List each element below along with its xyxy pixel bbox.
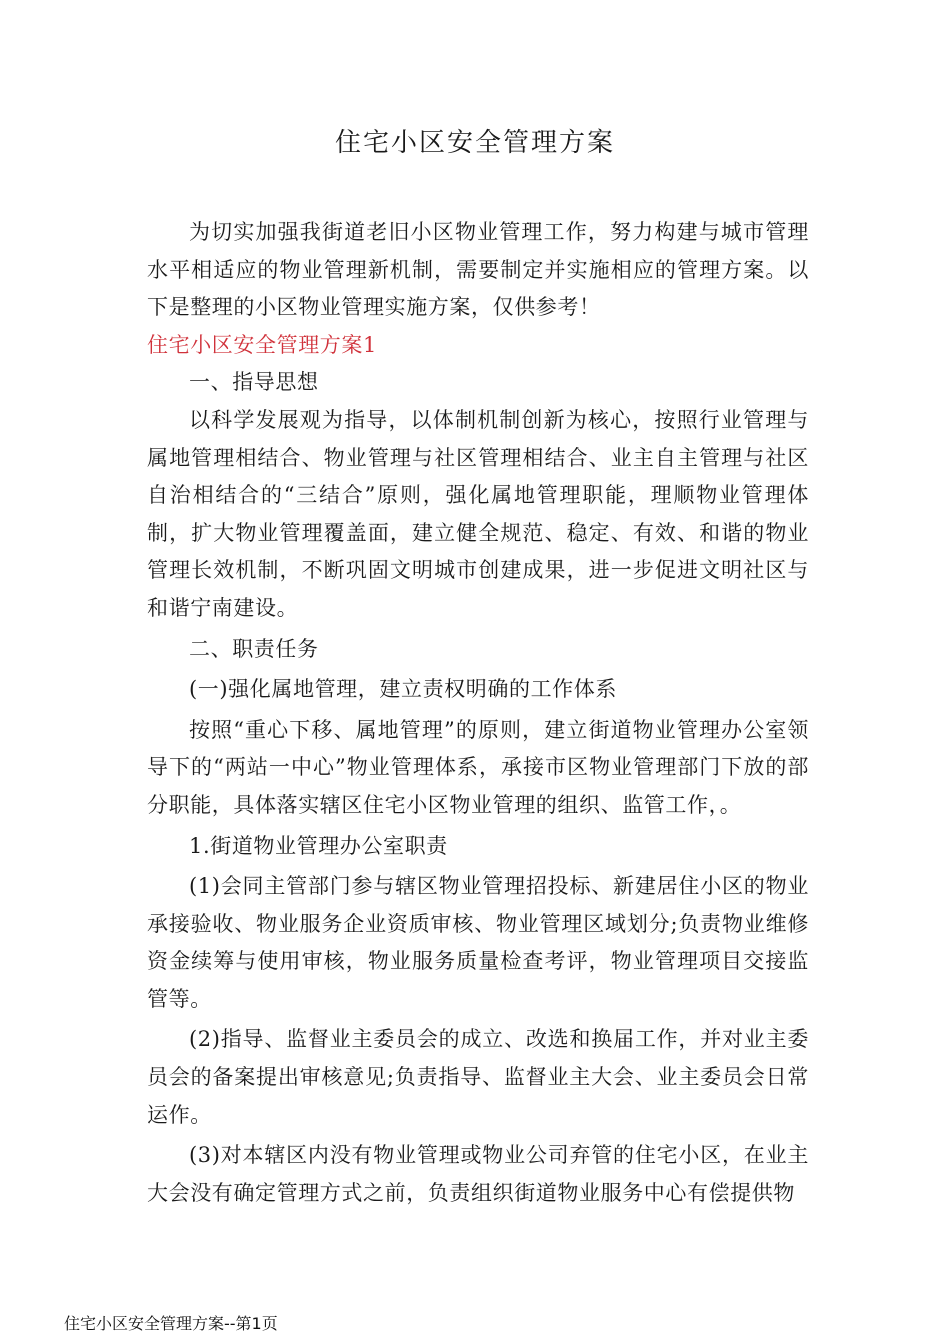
section-heading: 住宅小区安全管理方案1 [147, 332, 377, 357]
document-body [147, 214, 809, 1212]
paragraph-duty-1: (1)会同主管部门参与辖区物业管理招投标、新建居住小区的物业承接验收、物业服务企业资质审核、物业管理区域划分;负责物业维修资金续筹与使用审核，物业服务质量检查考评，物业管理项目交接监管等。 [147, 874, 809, 1011]
paragraph-territorial-management: 按照“重心下移、属地管理”的原则，建立街道物业管理办公室领导下的“两站一中心”物业管理体系，承接市区物业管理部门下放的部分职能，具体落实辖区住宅小区物业管理的组织、监管工作，。 [147, 717, 809, 817]
paragraph-guiding-ideology: 以科学发展观为指导，以体制机制创新为核心，按照行业管理与属地管理相结合、物业管理与社区管理相结合、业主自主管理与社区自治相结合的“三结合”原则，强化属地管理职能，理顺物业管理体制，扩大物业管理覆盖面，建立健全规范、稳定、有效、和谐的物业管理长效机制，不断巩固文明城市创建成果，进一步促进文明社区与和谐宁南建设。 [147, 407, 809, 620]
subheading-office-duties: 1.街道物业管理办公室职责 [189, 833, 448, 858]
paragraph-duty-2: (2)指导、监督业主委员会的成立、改选和换届工作，并对业主委员会的备案提出审核意见;负责指导、监督业主大会、业主委员会日常运作。 [147, 1027, 809, 1127]
intro-paragraph: 为切实加强我街道老旧小区物业管理工作，努力构建与城市管理水平相适应的物业管理新机制，需要制定并实施相应的管理方案。以下是整理的小区物业管理实施方案，仅供参考！ [147, 220, 809, 320]
subheading-territorial-management: (一)强化属地管理，建立责权明确的工作体系 [189, 677, 617, 702]
heading-guiding-ideology: 一、指导思想 [189, 370, 319, 395]
page-footer: 住宅小区安全管理方案--第1页 [64, 1314, 278, 1333]
page-title: 住宅小区安全管理方案 [334, 128, 615, 158]
paragraph-duty-3: (3)对本辖区内没有物业管理或物业公司弃管的住宅小区，在业主大会没有确定管理方式之前，负责组织街道物业服务中心有偿提供物 [147, 1143, 809, 1205]
heading-duties: 二、职责任务 [189, 636, 319, 661]
